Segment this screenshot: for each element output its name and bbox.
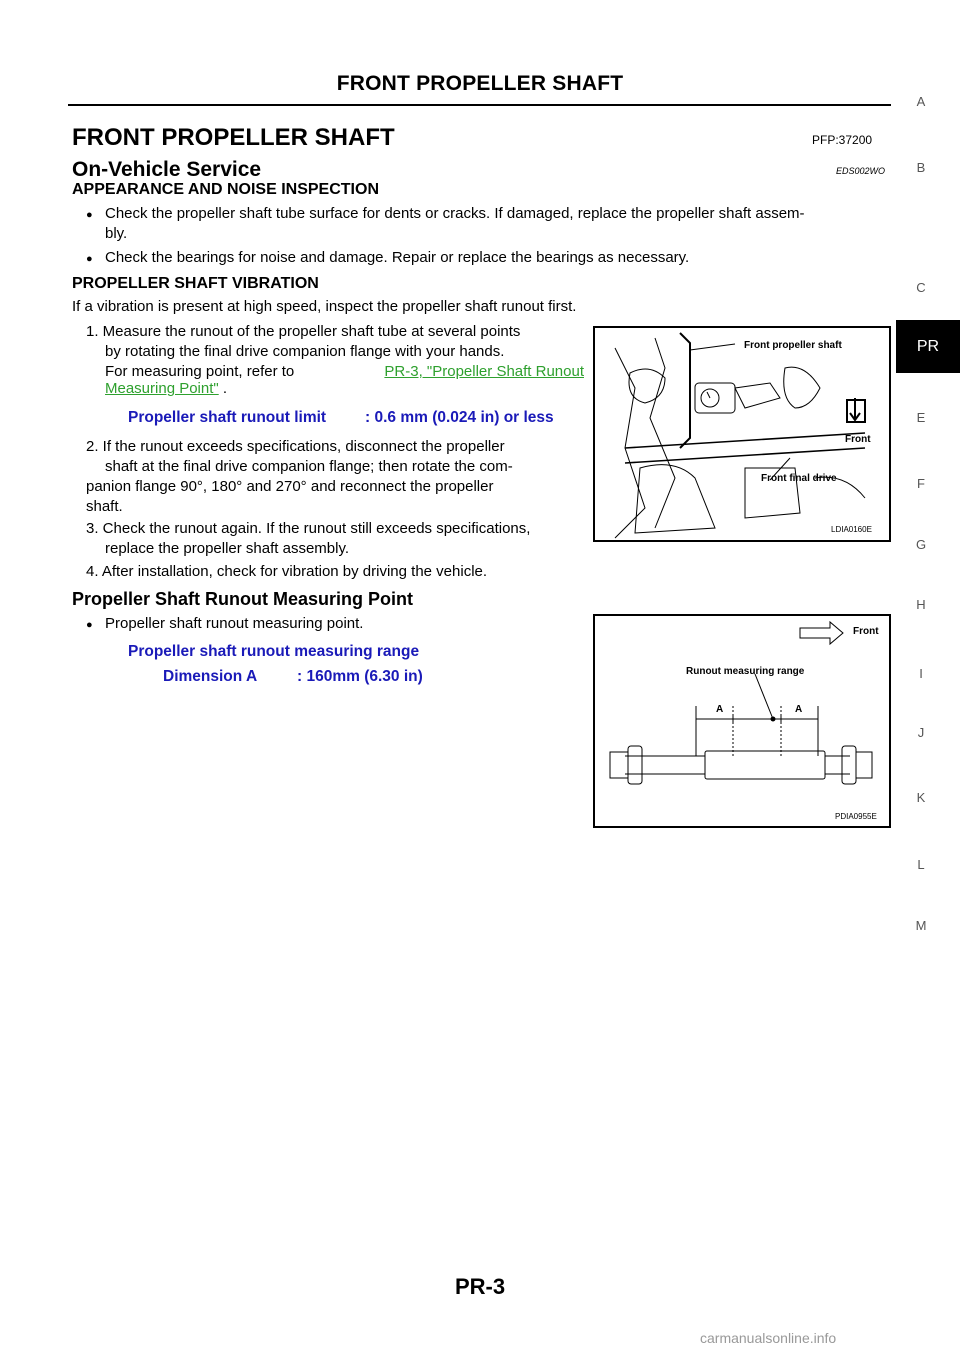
step1-line2: by rotating the final drive companion flange with your hands. <box>105 343 505 360</box>
label-front-propeller-shaft: Front propeller shaft <box>744 340 842 351</box>
appearance-bullet-2: Check the bearings for noise and damage. Repair or replace the bearings as necessary. <box>105 249 690 266</box>
step1-line4 <box>105 379 227 399</box>
side-index-pr-active[interactable]: PR <box>896 320 960 373</box>
watermark: carmanualsonline.info <box>700 1330 837 1346</box>
runout-link-part2[interactable]: Measuring Point" <box>105 380 219 397</box>
measuring-heading: Propeller Shaft Runout Measuring Point <box>72 589 414 609</box>
subsection-title: On-Vehicle Service <box>72 158 262 181</box>
eds-code: EDS002WO <box>836 166 886 176</box>
dimension-a-label: Dimension A <box>163 668 258 685</box>
runout-limit-label: Propeller shaft runout limit <box>128 409 327 426</box>
side-index-g[interactable]: G <box>915 537 927 552</box>
figure-runout-measurement <box>593 326 891 542</box>
side-index-b[interactable]: B <box>916 160 926 175</box>
figure2-code: PDIA0955E <box>835 812 877 821</box>
shaft-measuring-range-illustration <box>595 616 889 826</box>
dimension-a-value: : 160mm (6.30 in) <box>297 668 423 685</box>
side-index-h[interactable]: H <box>916 597 926 612</box>
side-index-a[interactable]: A <box>916 94 926 109</box>
runout-link-part1[interactable]: PR-3, "Propeller Shaft Runout <box>384 363 584 380</box>
label-front-final-drive: Front final drive <box>761 473 837 484</box>
bullet-icon: ● <box>86 209 93 221</box>
step2-line4: shaft. <box>86 498 123 515</box>
page-number: PR-3 <box>454 1274 506 1299</box>
side-index-f[interactable]: F <box>917 476 925 491</box>
step1-refer-text: For measuring point, refer to <box>105 363 295 380</box>
running-header: FRONT PROPELLER SHAFT <box>336 72 624 95</box>
appearance-bullet-1-line1: Check the propeller shaft tube surface for dents or cracks. If damaged, replace the propeller shaft assem- <box>105 205 805 222</box>
figure-measuring-range <box>593 614 891 828</box>
appearance-bullet-1-line2: bly. <box>105 225 128 242</box>
label-runout-measuring-range: Runout measuring range <box>686 666 805 677</box>
label-front-2: Front <box>853 626 879 637</box>
label-front: Front <box>845 434 871 445</box>
step2-line1: 2. If the runout exceeds specifications, disconnect the propeller <box>86 438 505 455</box>
step1-period: . <box>218 380 228 397</box>
side-index-i[interactable]: I <box>919 666 923 681</box>
bullet-icon: ● <box>86 619 93 631</box>
pfp-code: PFP:37200 <box>812 133 873 147</box>
label-dimension-a-right: A <box>795 704 803 715</box>
step2-line3: panion flange 90°, 180° and 270° and reconnect the propeller <box>86 478 494 495</box>
step1-line1: 1. Measure the runout of the propeller shaft tube at several points <box>86 323 521 340</box>
side-index-l[interactable]: L <box>917 857 925 872</box>
runout-limit-value: : 0.6 mm (0.024 in) or less <box>365 409 554 426</box>
side-index-j[interactable]: J <box>917 725 925 740</box>
measuring-bullet: Propeller shaft runout measuring point. <box>105 615 364 632</box>
label-dimension-a-left: A <box>716 704 724 715</box>
bullet-icon: ● <box>86 253 93 265</box>
step4: 4. After installation, check for vibration by driving the vehicle. <box>86 563 488 580</box>
side-index-e[interactable]: E <box>916 410 926 425</box>
step2-line2: shaft at the final drive companion flange; then rotate the com- <box>105 458 513 475</box>
side-index-k[interactable]: K <box>916 790 926 805</box>
side-index-m[interactable]: M <box>915 918 927 933</box>
figure1-code: LDIA0160E <box>831 525 872 534</box>
section-title: FRONT PROPELLER SHAFT <box>72 124 395 151</box>
side-index-c[interactable]: C <box>916 280 926 295</box>
measuring-range-title: Propeller shaft runout measuring range <box>128 643 420 660</box>
vibration-heading: PROPELLER SHAFT VIBRATION <box>72 275 319 292</box>
header-rule <box>68 104 891 106</box>
vibration-intro: If a vibration is present at high speed, inspect the propeller shaft runout first. <box>72 298 577 315</box>
step3-line1: 3. Check the runout again. If the runout still exceeds specifications, <box>86 520 531 537</box>
step3-line2: replace the propeller shaft assembly. <box>105 540 350 557</box>
appearance-heading: APPEARANCE AND NOISE INSPECTION <box>72 181 379 198</box>
